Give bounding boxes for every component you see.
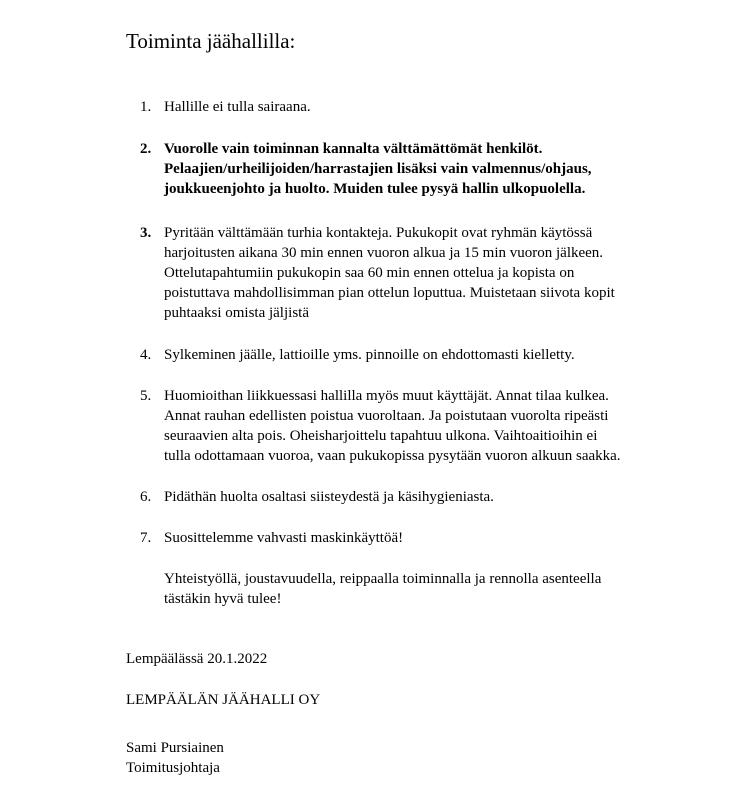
text-line: Yhteistyöllä, joustavuudella, reippaalla toiminnalla ja rennolla asenteella [164,571,602,587]
list-item-text [164,97,724,117]
list-item-text [164,386,724,466]
list-item-text [164,223,724,323]
text-line: tulla odottamaan vuoroa, vaan pukukopissa pysytään vuoron alkuun saakka. [164,448,621,464]
text-line: Vuorolle vain toiminnan kannalta välttämättömät henkilöt. [164,141,543,157]
list-item-number: 2. [140,141,152,157]
text-line: seuraavien alta pois. Oheisharjoittelu tapahtuu ulkona. Vaihtoaitioihin ei [164,428,598,444]
text-line: Annat rauhan edellisten poistua vuoroltaan. Ja poistutaan vuorolta ripeästi [164,408,609,424]
list-item-number: 5. [140,388,152,404]
text-line: Sylkeminen jäälle, lattioille yms. pinnoille on ehdottomasti kielletty. [164,347,575,363]
closing-paragraph [164,569,724,609]
text-line: joukkueenjohto ja huolto. Muiden tulee pysyä hallin ulkopuolella. [164,181,586,197]
list-item-text [164,528,724,548]
signer-name: Sami Pursiainen [126,740,224,756]
place-date: Lempäälässä 20.1.2022 [126,651,268,667]
text-line: Hallille ei tulla sairaana. [164,99,311,115]
list-item-number: 1. [140,99,152,115]
list-item-text [164,487,724,507]
text-line: Huomioithan liikkuessasi hallilla myös muut käyttäjät. Annat tilaa kulkea. [164,388,609,404]
text-line: tästäkin hyvä tulee! [164,591,282,607]
text-line: Pyritään välttämään turhia kontakteja. Pukukopit ovat ryhmän käytössä [164,225,593,241]
list-item-number: 3. [140,225,152,241]
text-line: Pelaajien/urheilijoiden/harrastajien lisäksi vain valmennus/ohjaus, [164,161,592,177]
list-item-text [164,345,724,365]
list-item-number: 4. [140,347,152,363]
text-line: puhtaaksi omista jäljistä [164,305,309,321]
text-line: harjoitusten aikana 30 min ennen vuoron alkua ja 15 min vuoron jälkeen. [164,245,604,261]
company-name: LEMPÄÄLÄN JÄÄHALLI OY [126,692,321,708]
list-item-number: 6. [140,489,152,505]
signer-title: Toimitusjohtaja [126,760,220,776]
document-title: Toiminta jäähallilla: [126,29,296,53]
text-line: poistuttava mahdollisimman pian ottelun loputtua. Muistetaan siivota kopit [164,285,615,301]
text-line: Ottelutapahtumiin pukukopin saa 60 min ennen ottelua ja kopista on [164,265,575,281]
text-line: Pidäthän huolta osaltasi siisteydestä ja käsihygieniasta. [164,489,494,505]
list-item-text [164,139,724,199]
list-item-number: 7. [140,530,152,546]
text-line: Suosittelemme vahvasti maskinkäyttöä! [164,530,404,546]
